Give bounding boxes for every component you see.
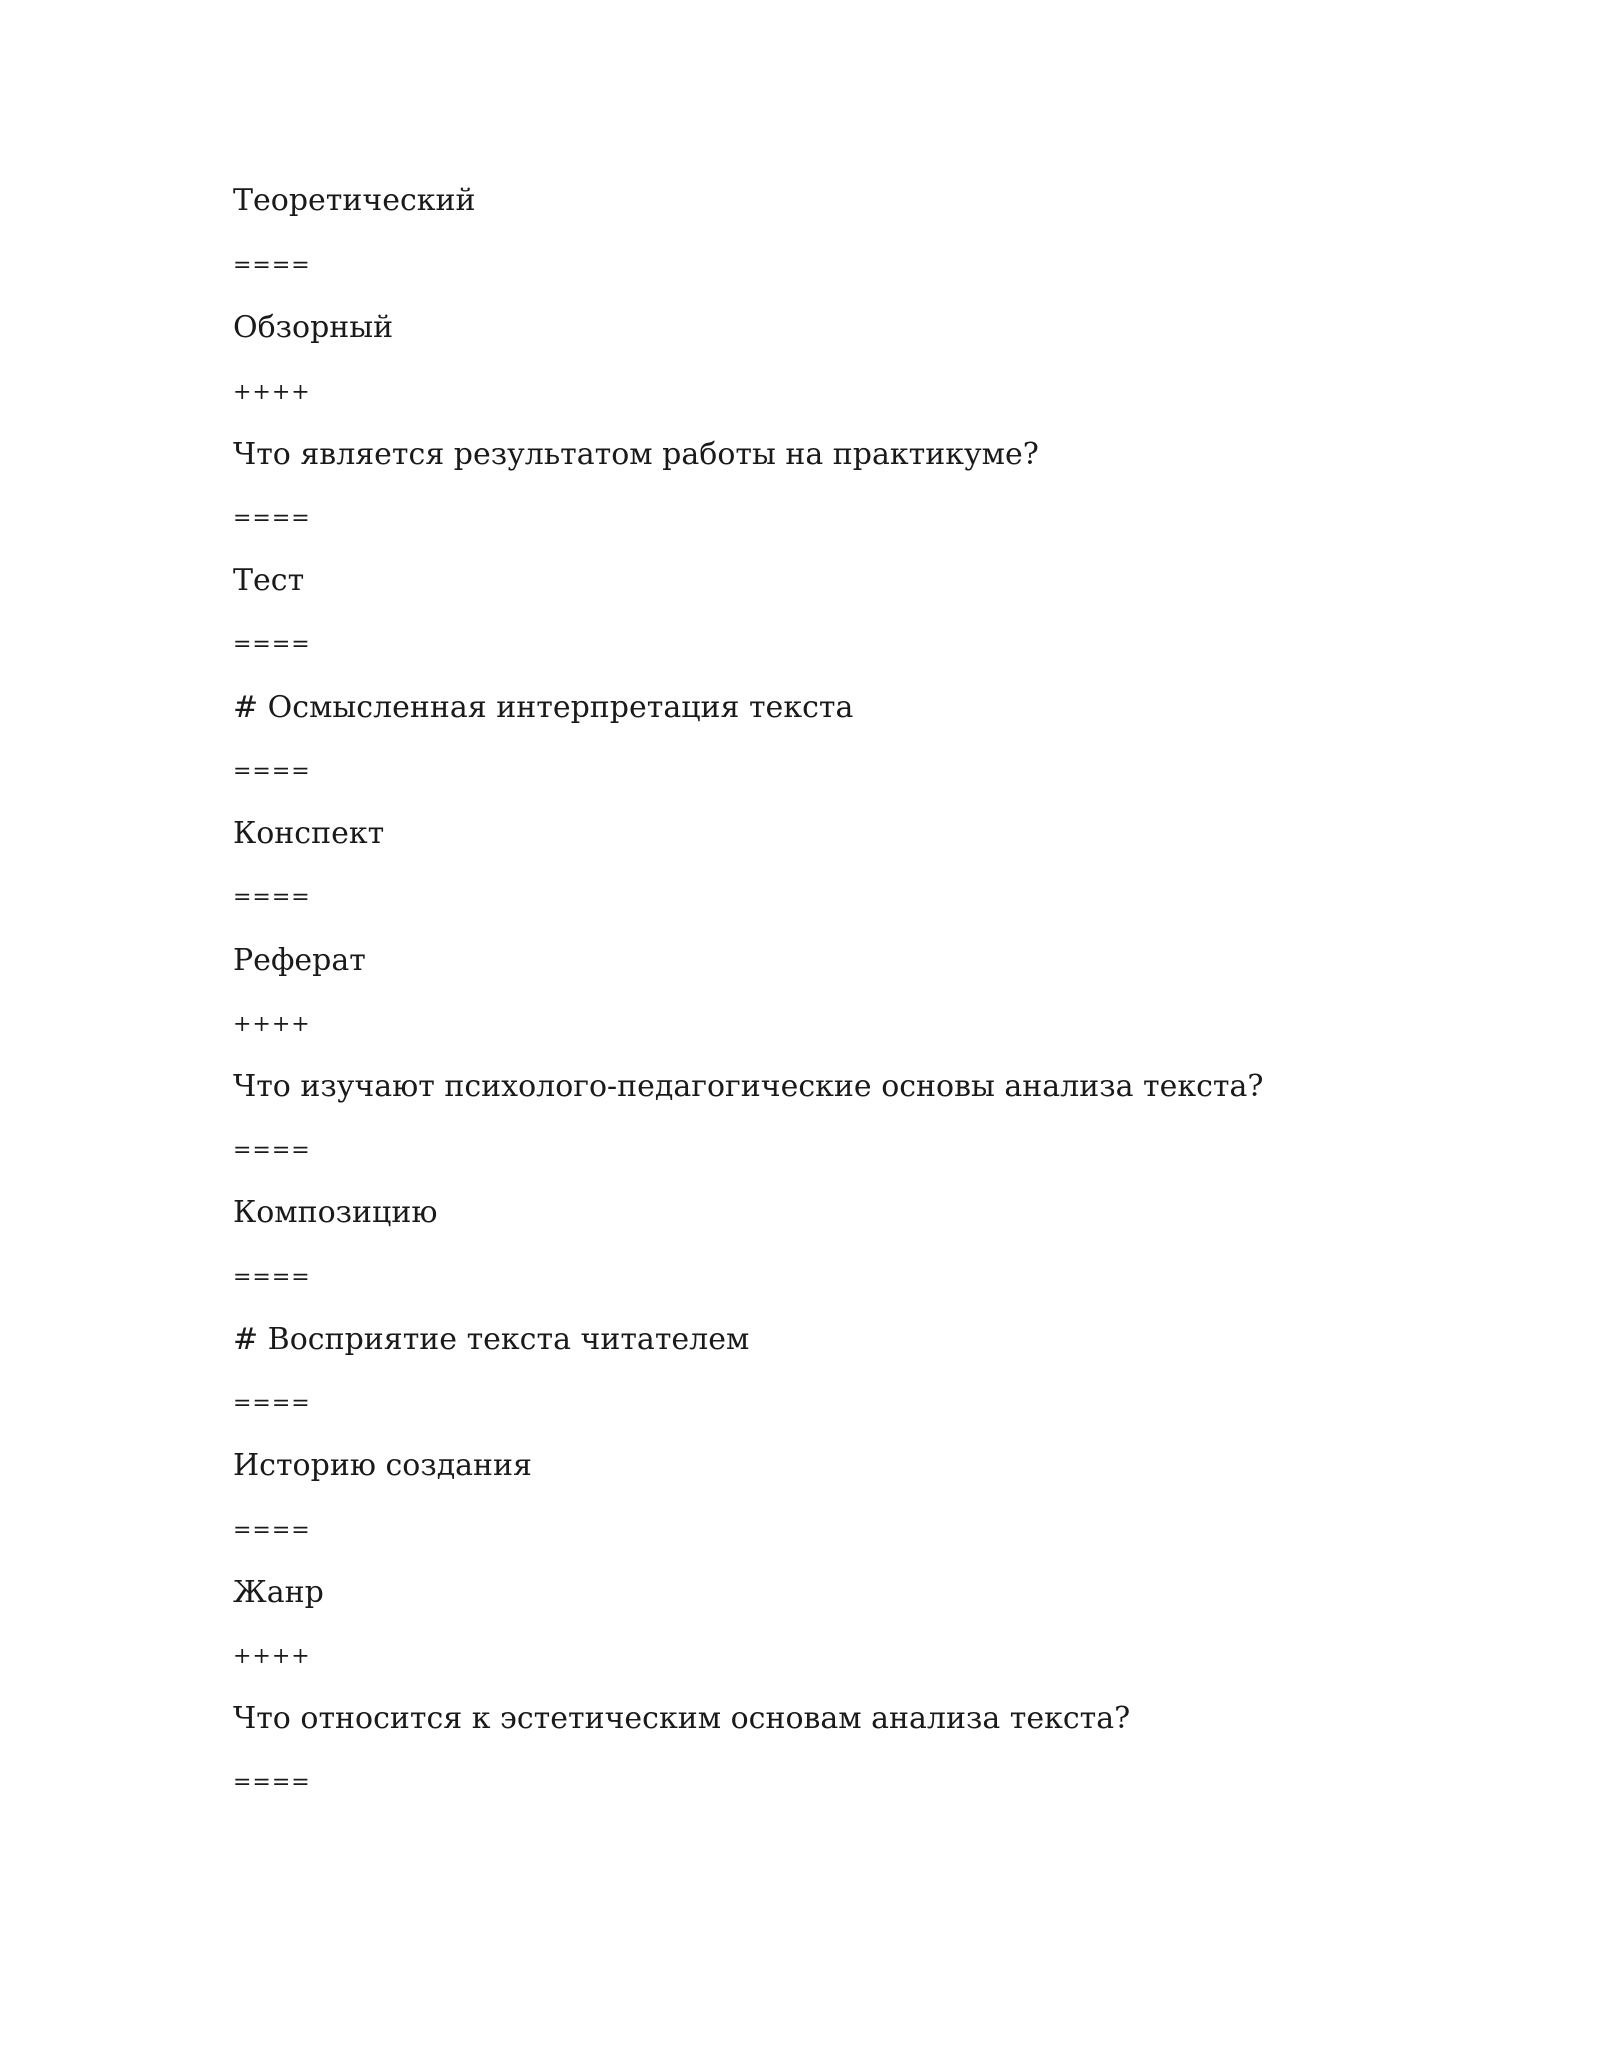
answer-line: Тест: [233, 563, 305, 598]
separator-line: ====: [233, 759, 311, 784]
answer-line: Жанр: [233, 1575, 324, 1610]
separator-line: ====: [233, 253, 311, 278]
question-line: Что является результатом работы на практикуме?: [233, 437, 1039, 472]
separator-line: ====: [233, 885, 311, 910]
separator-line: ====: [233, 1770, 311, 1795]
separator-line: ++++: [233, 1012, 311, 1037]
separator-line: ====: [233, 1138, 311, 1163]
correct-answer-line: # Восприятие текста читателем: [233, 1322, 750, 1357]
separator-line: ++++: [233, 1644, 311, 1669]
separator-line: ++++: [233, 380, 311, 405]
document-line: Обзорный: [233, 310, 394, 345]
answer-line: Композицию: [233, 1195, 438, 1230]
separator-line: ====: [233, 506, 311, 531]
separator-line: ====: [233, 1265, 311, 1290]
question-line: Что относится к эстетическим основам анализа текста?: [233, 1701, 1131, 1736]
correct-answer-line: # Осмысленная интерпретация текста: [233, 690, 854, 725]
answer-line: Реферат: [233, 943, 366, 978]
document-line: Теоретический: [233, 183, 476, 218]
separator-line: ====: [233, 1518, 311, 1543]
answer-line: Историю создания: [233, 1448, 532, 1483]
question-line: Что изучают психолого-педагогические основы анализа текста?: [233, 1069, 1264, 1104]
separator-line: ====: [233, 1391, 311, 1416]
separator-line: ====: [233, 632, 311, 657]
answer-line: Конспект: [233, 816, 385, 851]
